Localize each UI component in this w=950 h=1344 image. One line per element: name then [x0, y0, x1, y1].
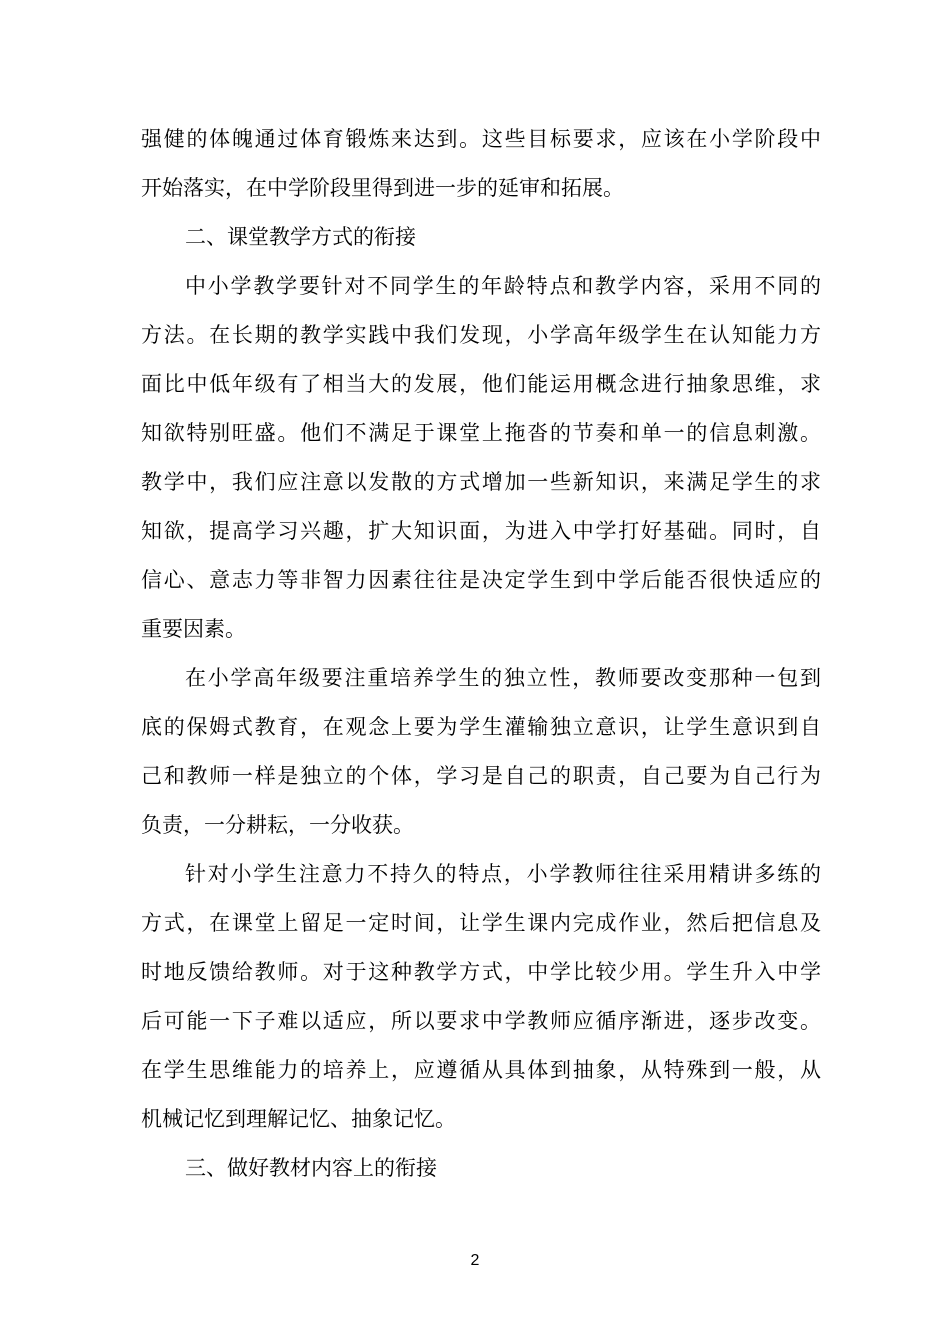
body-line: 后可能一下子难以适应，所以要求中学教师应循序渐进，逐步改变。 — [141, 1009, 821, 1033]
body-line: 开始落实，在中学阶段里得到进一步的延审和拓展。 — [141, 176, 624, 200]
section-heading: 三、做好教材内容上的衔接 — [185, 1156, 437, 1180]
body-line: 面比中低年级有了相当大的发展，他们能运用概念进行抽象思维，求 — [141, 372, 821, 396]
body-line: 中小学教学要针对不同学生的年龄特点和教学内容，采用不同的 — [185, 274, 821, 298]
body-line: 负责，一分耕耘，一分收获。 — [141, 813, 414, 837]
section-heading: 二、课堂教学方式的衔接 — [185, 225, 416, 249]
body-line: 己和教师一样是独立的个体，学习是自己的职责，自己要为自己行为 — [141, 764, 821, 788]
body-line: 在小学高年级要注重培养学生的独立性，教师要改变那种一包到 — [185, 666, 821, 690]
body-line: 时地反馈给教师。对于这种教学方式，中学比较少用。学生升入中学 — [141, 960, 821, 984]
body-line: 重要因素。 — [141, 617, 246, 641]
body-line: 信心、意志力等非智力因素往往是决定学生到中学后能否很快适应的 — [141, 568, 821, 592]
page-number: 2 — [470, 1252, 480, 1269]
body-line: 教学中，我们应注意以发散的方式增加一些新知识，来满足学生的求 — [141, 470, 821, 494]
body-line: 强健的体魄通过体育锻炼来达到。这些目标要求，应该在小学阶段中 — [141, 127, 821, 151]
body-line: 知欲，提高学习兴趣，扩大知识面，为进入中学打好基础。同时，自 — [141, 519, 821, 543]
body-line: 底的保姆式教育，在观念上要为学生灌输独立意识，让学生意识到自 — [141, 715, 821, 739]
body-line: 机械记忆到理解记忆、抽象记忆。 — [141, 1107, 456, 1131]
body-line: 针对小学生注意力不持久的特点，小学教师往往采用精讲多练的 — [185, 862, 821, 886]
body-line: 方式，在课堂上留足一定时间，让学生课内完成作业，然后把信息及 — [141, 911, 821, 935]
body-line: 知欲特别旺盛。他们不满足于课堂上拖沓的节奏和单一的信息刺激。 — [141, 421, 821, 445]
body-line: 方法。在长期的教学实践中我们发现，小学高年级学生在认知能力方 — [141, 323, 821, 347]
body-line: 在学生思维能力的培养上，应遵循从具体到抽象，从特殊到一般，从 — [141, 1058, 821, 1082]
document-body — [141, 115, 821, 1193]
